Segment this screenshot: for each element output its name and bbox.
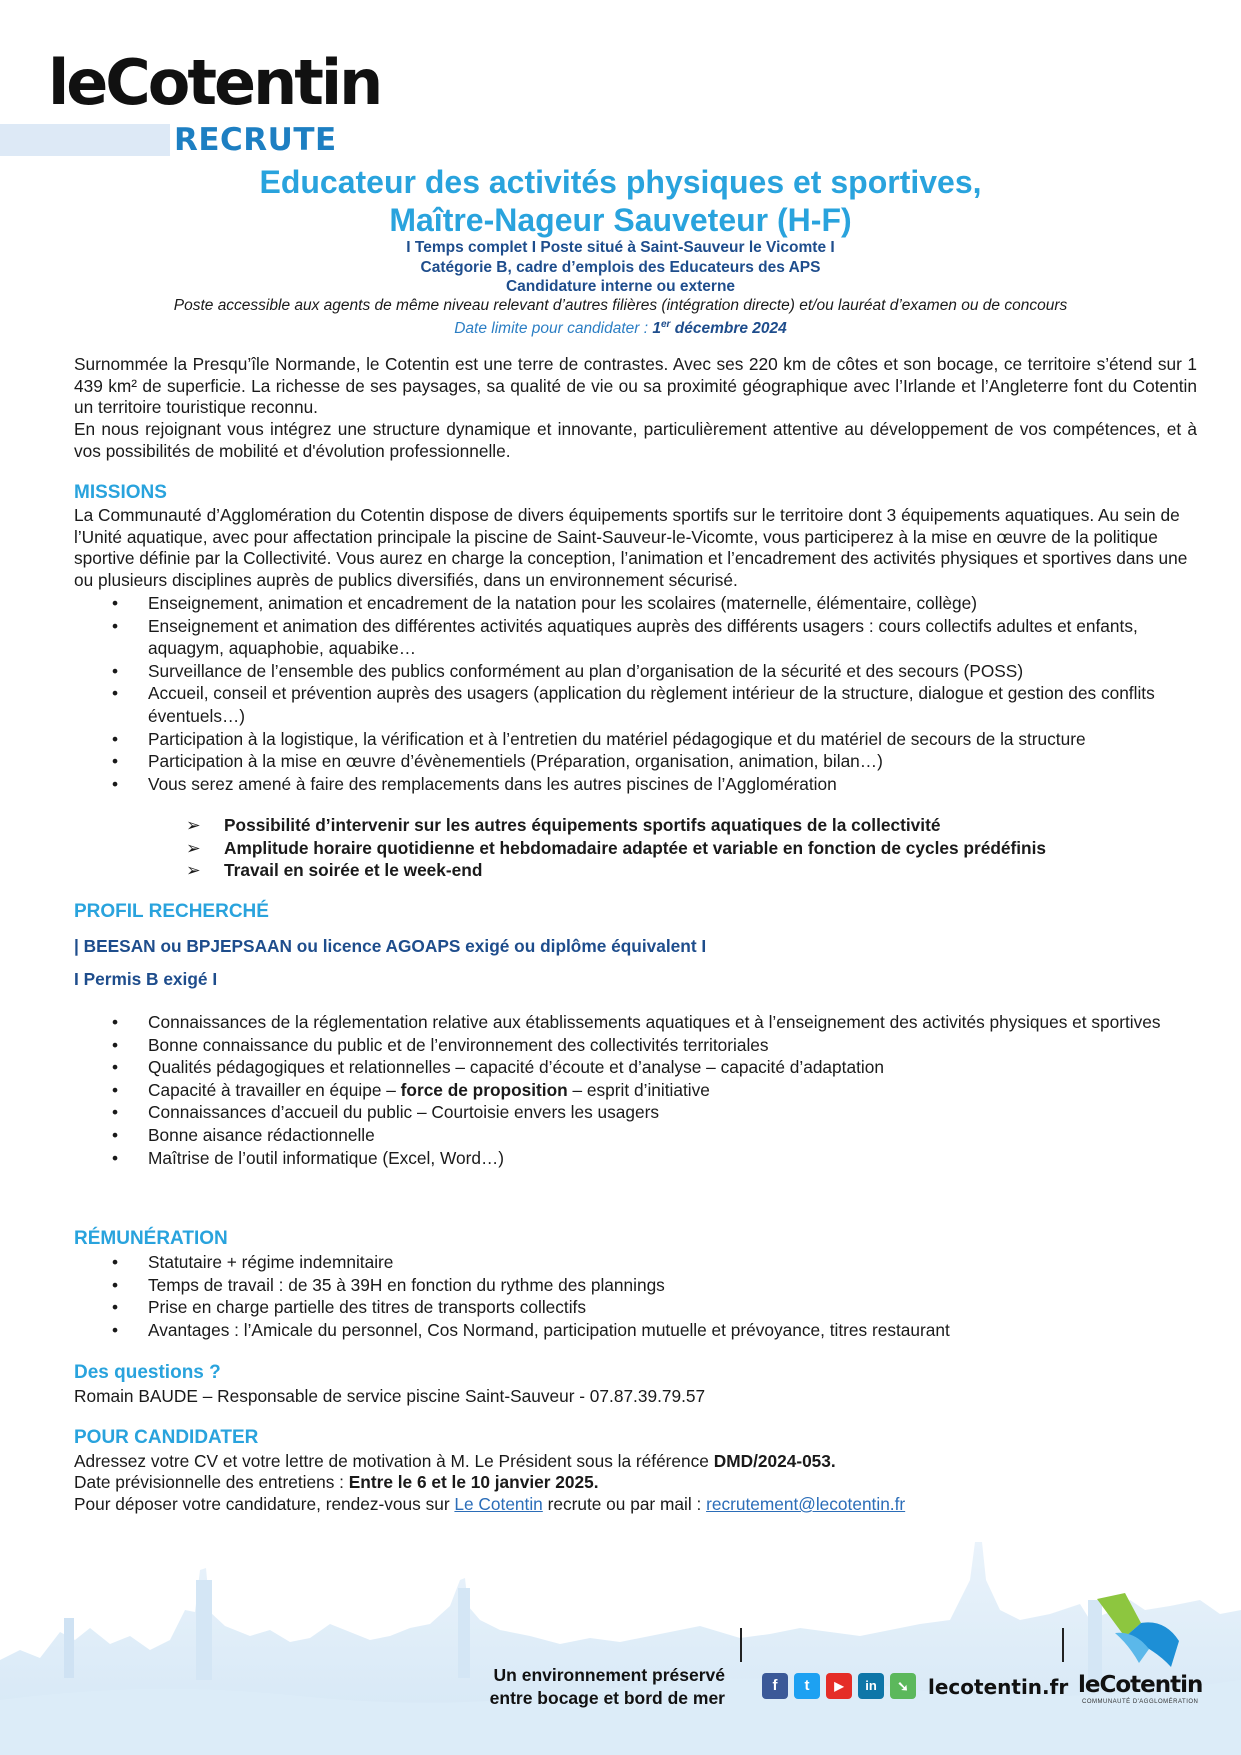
list-item: • Enseignement, animation et encadrement de la natation pour les scolaires (maternelle, élémentaire, collège) (112, 593, 978, 613)
list-item: • Bonne connaissance du public et de l’environnement des collectivités territoriales (112, 1034, 769, 1055)
list-item: • Maîtrise de l’outil informatique (Excel, Word…) (112, 1147, 504, 1168)
job-title-line1: Educateur des activités physiques et sportives, (259, 164, 982, 200)
list-item: • Accueil, conseil et prévention auprès des usagers (application du règlement intérieur de la structure, dialogue et gestion des conflits éventuels…) (112, 683, 1155, 726)
questions-contact: Romain BAUDE – Responsable de service piscine Saint-Sauveur - 07.87.39.79.57 (74, 1386, 706, 1406)
list-item: ➢ Possibilité d’intervenir sur les autres équipements sportifs aquatiques de la collectivité (186, 815, 941, 835)
missions-list (74, 592, 1197, 795)
job-conditions: I Temps complet I Poste situé à Saint-Sauveur le Vicomte I (406, 239, 835, 256)
job-candidature-type: Candidature interne ou externe (505, 278, 736, 295)
list-item: • Connaissances de la réglementation relative aux établissements aquatiques et à l’enseignement des activités physiques et sportives (112, 1012, 1161, 1032)
list-item: • Participation à la logistique, la vérification et à l’entretien du matériel pédagogique et du matériel de secours de la structure (112, 728, 1086, 749)
intro-paragraph-2: En nous rejoignant vous intégrez une structure dynamique et innovante, particulièrement attentive au développement de vos compétences, et à vos possibilités de mobilité et d'évolution professionnelle. (74, 419, 1197, 461)
list-item: ➢ Amplitude horaire quotidienne et hebdomadaire adaptée et variable en fonction de cycles prédéfinis (186, 837, 1047, 858)
candidater-heading: POUR CANDIDATER (74, 1427, 259, 1448)
list-item: • Connaissances d’accueil du public – Courtoisie envers les usagers (112, 1102, 660, 1123)
profil-list (74, 1011, 1197, 1169)
lecotentin-logo: leCotentin (48, 46, 381, 119)
footer-logo: leCotentin (1078, 1672, 1203, 1698)
list-item: • Prise en charge partielle des titres de transports collectifs (112, 1297, 586, 1318)
deadline: Date limite pour candidater : 1er décembre 2024 (454, 319, 787, 338)
profil-heading: PROFIL RECHERCHÉ (74, 901, 269, 922)
tagline-line2: entre bocage et bord de mer (489, 1688, 725, 1708)
footer-landscape-illustration (0, 1540, 1241, 1755)
list-item: • Statutaire + régime indemnitaire (112, 1252, 394, 1272)
twitter-icon[interactable]: t (794, 1673, 820, 1699)
list-item: • Participation à la mise en œuvre d’évènementiels (Préparation, organisation, animation, bilan…) (112, 751, 883, 772)
youtube-icon[interactable]: ▶ (826, 1673, 852, 1699)
divider (1062, 1628, 1064, 1662)
tagline-line1: Un environnement préservé (493, 1665, 725, 1685)
list-item: • Surveillance de l’ensemble des publics conformément au plan d’organisation de la sécurité et des secours (POSS) (112, 660, 1024, 681)
missions-text: La Communauté d’Agglomération du Cotentin dispose de divers équipements sportifs sur le territoire dont 3 équipements aquatiques. Au sein de l’Unité aquatique, avec pour affectation principale la piscine de Saint-Sauveur-le-Vicomte, vous participerez à la mise en œuvre de la politique sportive définie par la Collectivité. Vous aurez en charge la conception, l’animation et l’encadrement des activités physiques et sportives dans une ou plusieurs disciplines auprès de publics diversifiés, dans un environnement sécurisé. (74, 505, 1188, 591)
recruitment-email-link[interactable]: recrutement@lecotentin.fr (706, 1494, 906, 1514)
list-item: • Capacité à travailler en équipe – force de proposition – esprit d’initiative (112, 1079, 710, 1100)
logo-band (0, 124, 170, 156)
missions-heading: MISSIONS (74, 482, 167, 503)
list-item: ➢ Travail en soirée et le week-end (186, 860, 483, 881)
remuneration-heading: RÉMUNÉRATION (74, 1228, 228, 1249)
job-accessibility: Poste accessible aux agents de même niveau relevant d’autres filières (intégration directe) et/ou lauréat d’examen ou de concours (173, 297, 1068, 314)
profil-licence-requirement: I Permis B exigé I (74, 969, 218, 989)
list-item: • Vous serez amené à faire des remplacements dans les autres piscines de l’Agglomération (112, 773, 837, 794)
lecotentin-link[interactable]: Le Cotentin (454, 1494, 543, 1514)
list-item: • Temps de travail : de 35 à 39H en fonction du rythme des plannings (112, 1274, 665, 1295)
divider (740, 1628, 742, 1662)
list-item: • Enseignement et animation des différentes activités aquatiques auprès des différents usagers : cours collectifs adultes et enfants, aquagym, aquaphobie, aquabike… (112, 615, 1138, 659)
news-icon[interactable]: ➘ (890, 1673, 916, 1699)
website-link[interactable]: lecotentin.fr (928, 1675, 1069, 1699)
missions-highlights (186, 814, 1196, 882)
candidater-interview-dates: Date prévisionnelle des entretiens : Entre le 6 et le 10 janvier 2025. (74, 1472, 599, 1492)
intro-paragraph-1: Surnommée la Presqu’île Normande, le Cotentin est une terre de contrastes. Avec ses 220 km de côtes et son bocage, ce territoire s’étend sur 1 439 km² de superficie. La richesse de ses paysages, sa qualité de vie ou sa proximité géographique avec l’Irlande et l’Angleterre font du Cotentin un territoire touristique reconnu. (74, 354, 1197, 418)
list-item: • Avantages : l’Amicale du personnel, Cos Normand, participation mutuelle et prévoyance, titres restaurant (112, 1319, 950, 1340)
questions-heading: Des questions ? (74, 1362, 221, 1383)
candidater-how-to-apply: Pour déposer votre candidature, rendez-vous sur Le Cotentin recrute ou par mail : recrutement@lecotentin.fr (74, 1494, 906, 1514)
remuneration-list (74, 1251, 1197, 1341)
footer-tagline (440, 1664, 725, 1710)
profil-diploma-requirement: | BEESAN ou BPJEPSAAN ou licence AGOAPS exigé ou diplôme équivalent I (74, 936, 707, 956)
job-title-line2: Maître-Nageur Sauveteur (H-F) (389, 202, 852, 238)
list-item: • Qualités pédagogiques et relationnelles – capacité d’écoute et d’analyse – capacité d’adaptation (112, 1057, 884, 1078)
job-category: Catégorie B, cadre d’emplois des Educateurs des APS (420, 259, 821, 276)
recrute-label: RECRUTE (170, 122, 341, 158)
lecotentin-emblem-icon (1095, 1593, 1185, 1671)
footer-logo-subtitle: COMMUNAUTÉ D'AGGLOMÉRATION (1082, 1699, 1199, 1705)
list-item: • Bonne aisance rédactionnelle (112, 1124, 375, 1145)
linkedin-icon[interactable]: in (858, 1673, 884, 1699)
facebook-icon[interactable]: f (762, 1673, 788, 1699)
candidater-reference: Adressez votre CV et votre lettre de motivation à M. Le Président sous la référence DMD/2024-053. (74, 1451, 836, 1471)
